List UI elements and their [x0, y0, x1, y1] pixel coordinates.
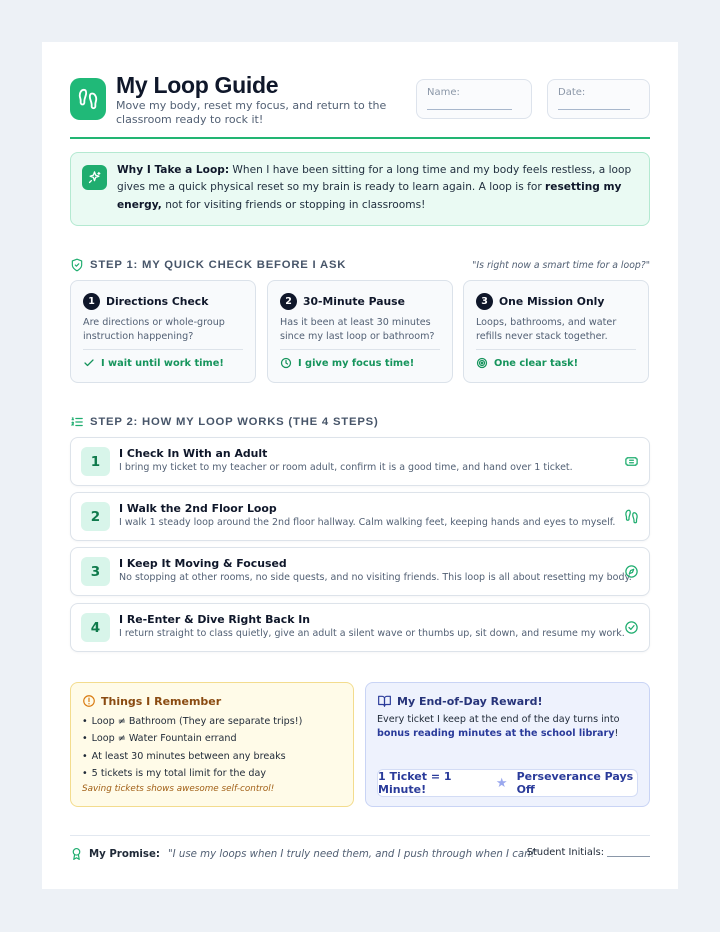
check-card-3	[463, 280, 649, 383]
step1-note: "Is right now a smart time for a loop?"	[472, 260, 650, 271]
step-description: No stopping at other rooms, no side quests, and no visiting friends. This loop is all about resetting my body.	[119, 572, 632, 583]
loop-step-row-3	[70, 547, 650, 596]
list-ordered-icon	[70, 415, 84, 429]
clock-icon	[280, 357, 292, 369]
card-footer-text: I give my focus time!	[298, 357, 415, 369]
promise-label: My Promise:	[89, 848, 160, 860]
loop-step-row-2	[70, 492, 650, 541]
sparkle-icon	[82, 165, 107, 190]
page-title: My Loop Guide	[116, 72, 279, 98]
initials-label: Student Initials:	[526, 847, 604, 858]
footprints-icon	[624, 509, 639, 524]
compass-icon	[624, 564, 639, 579]
reward-text-end: !	[614, 727, 619, 739]
loop-step-row-1	[70, 437, 650, 486]
step-title: I Walk the 2nd Floor Loop	[119, 502, 277, 515]
step-description: I bring my ticket to my teacher or room adult, confirm it is a good time, and hand over 1 ticket.	[119, 462, 573, 473]
why-lead: Why I Take a Loop:	[117, 164, 230, 176]
step-number-badge: 3	[81, 557, 110, 586]
remember-item: • 5 tickets is my total limit for the day	[82, 765, 302, 782]
step-title: I Keep It Moving & Focused	[119, 557, 287, 570]
initials-field[interactable]	[527, 847, 650, 858]
step-title: I Re-Enter & Dive Right Back In	[119, 613, 311, 626]
alert-circle-icon	[82, 694, 96, 708]
remember-item: • At least 30 minutes between any breaks	[82, 748, 302, 765]
date-label: Date:	[558, 87, 586, 98]
step-description: I walk 1 steady loop around the 2nd floor hallway. Calm walking feet, keeping hands and eyes to myself.	[119, 517, 616, 528]
step1-heading-text: STEP 1: MY QUICK CHECK BEFORE I ASK	[90, 259, 347, 271]
target-icon	[476, 357, 488, 369]
step2-heading	[70, 415, 379, 429]
remember-list	[82, 713, 302, 782]
name-field[interactable]	[416, 79, 532, 119]
remember-heading	[82, 694, 221, 708]
reward-text	[377, 713, 637, 740]
initials-underline	[607, 856, 650, 857]
footprints-logo-icon	[70, 78, 106, 120]
why-emphasis: resetting my energy,	[117, 181, 622, 211]
promise-line	[70, 847, 539, 861]
why-text-2: not for visiting friends or stopping in classrooms!	[161, 198, 426, 211]
card-footer	[476, 357, 578, 369]
check-icon	[83, 357, 95, 369]
name-label: Name:	[427, 87, 460, 98]
check-card-1	[70, 280, 256, 383]
reward-text-lead: Every ticket I keep at the end of the day turns into	[377, 714, 620, 725]
why-text-1: When I have been sitting for a long time and my body feels restless, a loop gives me a quick physical reset so my brain is ready to learn again. A loop is for	[117, 164, 632, 194]
card-footer-text: One clear task!	[494, 357, 579, 369]
step-number-badge: 2	[81, 502, 110, 531]
reward-box	[365, 682, 650, 807]
remember-note: Saving tickets shows awesome self-control!	[82, 784, 275, 794]
card-number: 2	[280, 293, 297, 310]
name-underline	[427, 109, 512, 110]
promise-divider	[70, 835, 650, 836]
card-number: 1	[83, 293, 100, 310]
card-footer	[280, 357, 414, 369]
check-card-2	[267, 280, 453, 383]
check-circle-icon	[624, 620, 639, 635]
date-underline	[558, 109, 630, 110]
card-divider	[280, 349, 440, 350]
card-title: 30-Minute Pause	[303, 295, 405, 308]
card-description: Loops, bathrooms, and water refills never stack together.	[476, 317, 617, 342]
book-open-icon	[377, 694, 392, 708]
reward-heading	[377, 694, 543, 708]
step1-heading	[70, 258, 346, 272]
card-description: Has it been at least 30 minutes since my last loop or bathroom?	[280, 317, 435, 342]
shield-check-icon	[70, 258, 84, 272]
why-callout	[70, 152, 650, 226]
date-field[interactable]	[547, 79, 650, 119]
remember-item: • Loop ≠ Bathroom (They are separate trips!)	[82, 713, 302, 730]
reward-emphasis: bonus reading minutes at the school library	[377, 727, 615, 739]
card-description: Are directions or whole-group instruction happening?	[83, 317, 225, 342]
card-footer-text: I wait until work time!	[101, 357, 224, 369]
reward-pill	[377, 769, 638, 797]
card-divider	[476, 349, 636, 350]
card-number: 3	[476, 293, 493, 310]
reward-pill-left: 1 Ticket = 1 Minute!	[378, 770, 452, 796]
reward-pill-right: Perseverance Pays Off	[516, 770, 634, 796]
step-number-badge: 1	[81, 447, 110, 476]
step2-heading-text: STEP 2: HOW MY LOOP WORKS (THE 4 STEPS)	[90, 416, 379, 428]
header-divider	[70, 137, 650, 139]
step-title: I Check In With an Adult	[119, 447, 268, 460]
ticket-icon	[624, 454, 639, 469]
award-icon	[70, 847, 83, 861]
star-icon: ★	[495, 775, 508, 791]
remember-title: Things I Remember	[101, 694, 222, 708]
promise-quote: "I use my loops when I truly need them, and I push through when I can!"	[167, 848, 540, 860]
why-text	[117, 162, 639, 214]
card-title: One Mission Only	[499, 295, 605, 308]
step-number-badge: 4	[81, 613, 110, 642]
card-divider	[83, 349, 243, 350]
card-title: Directions Check	[106, 295, 209, 308]
loop-step-row-4	[70, 603, 650, 652]
step-description: I return straight to class quietly, give an adult a silent wave or thumbs up, sit down, and resume my work.	[119, 628, 625, 639]
card-footer	[83, 357, 224, 369]
page-subtitle: Move my body, reset my focus, and return to the classroom ready to rock it!	[116, 99, 387, 126]
reward-title: My End-of-Day Reward!	[397, 694, 543, 708]
remember-item: • Loop ≠ Water Fountain errand	[82, 730, 302, 747]
page	[42, 42, 678, 889]
remember-box	[70, 682, 354, 807]
